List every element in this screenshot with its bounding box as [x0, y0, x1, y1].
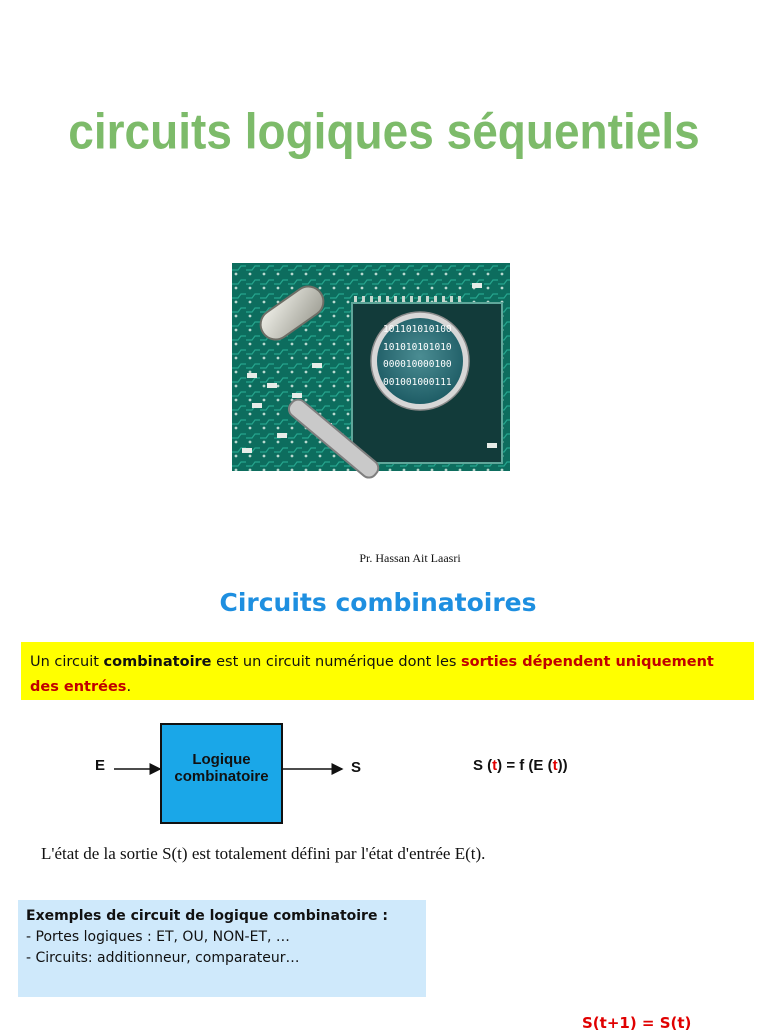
logic-block-line: Logique: [192, 751, 251, 768]
sequential-formula-partial: S(t+1) = S(t): [582, 1014, 692, 1032]
examples-item: - Portes logiques : ET, OU, NON-ET, …: [26, 929, 290, 945]
binary-line: 101010101010: [383, 341, 452, 353]
definition-text: Un circuit: [30, 654, 104, 670]
definition-emphasis: sorties dépendent uniquement des entrées: [30, 654, 714, 695]
binary-line: 001001000111: [383, 376, 452, 388]
author-credit: Pr. Hassan Ait Laasri: [359, 551, 461, 565]
formula-time-variable: t: [552, 757, 558, 774]
definition-text: .: [126, 679, 132, 695]
examples-title: Exemples de circuit de logique combinatoire :: [26, 908, 388, 924]
logic-block-line: combinatoire: [174, 768, 269, 785]
transfer-formula: [473, 757, 568, 774]
definition-box: [21, 642, 754, 700]
binary-line: 101101010100: [383, 324, 452, 335]
definition-text: est un circuit numérique dont les: [211, 654, 462, 670]
formula-part: ) = f (E (: [497, 757, 553, 774]
formula-part: )): [557, 757, 568, 774]
output-state-statement: L'état de la sortie S(t) est totalement défini par l'état d'entrée E(t).: [41, 844, 486, 863]
formula-time-variable: t: [492, 757, 498, 774]
logic-block-label: [161, 751, 282, 785]
slide-title: circuits logiques séquentiels: [68, 102, 700, 160]
output-label: S: [351, 759, 362, 776]
combinational-block-diagram: [0, 715, 768, 835]
formula-part: S (: [473, 757, 493, 774]
examples-box: [18, 900, 426, 997]
input-label: E: [95, 757, 106, 774]
section-title: Circuits combinatoires: [219, 588, 537, 617]
examples-item: - Circuits: additionneur, comparateur…: [26, 950, 300, 966]
definition-bold-term: combinatoire: [103, 654, 212, 670]
circuit-board-image: [232, 263, 510, 471]
binary-line: 000010000100: [383, 359, 452, 370]
